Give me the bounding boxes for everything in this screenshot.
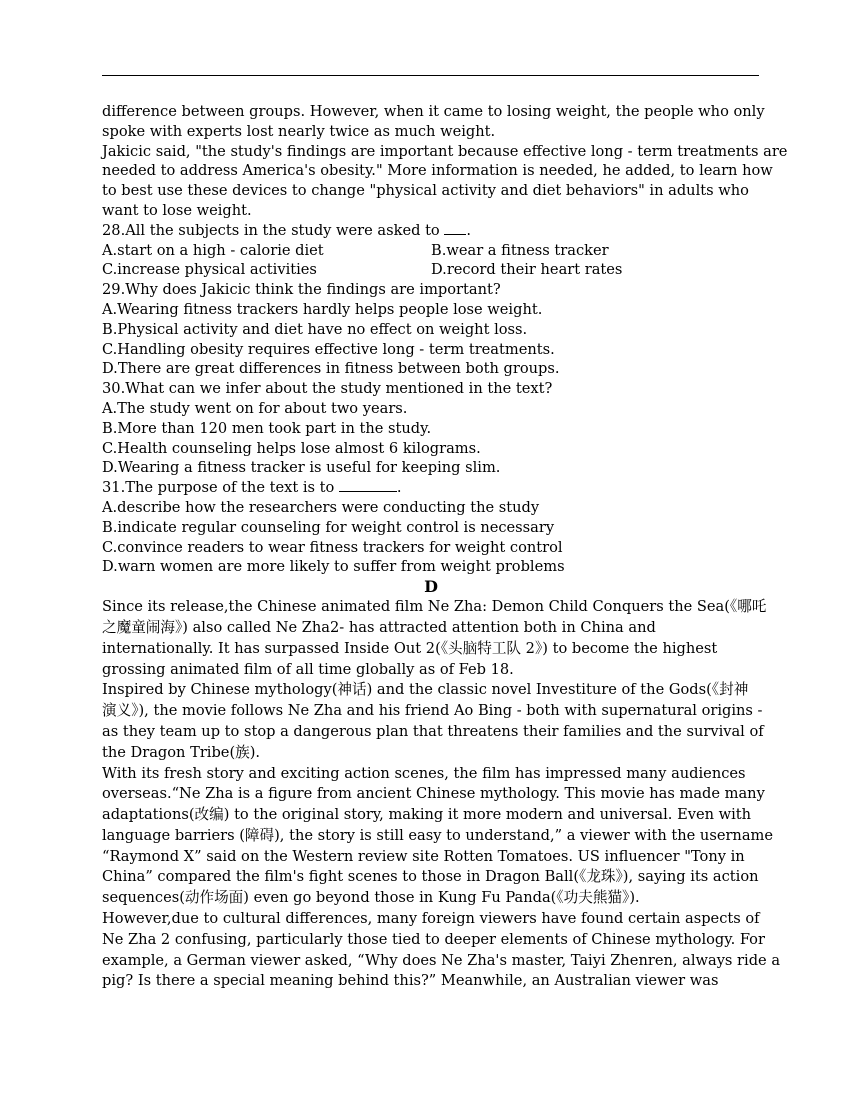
- question-stem: 31.The purpose of the text is to .: [102, 479, 402, 497]
- option-d: D.Wearing a fitness tracker is useful for keeping slim.: [102, 459, 501, 477]
- option-b: B.indicate regular counseling for weight control is necessary: [102, 518, 555, 536]
- paragraph-line: 演义》), the movie follows Ne Zha and his friend Ao Bing - both with supernatural origins -: [102, 702, 763, 720]
- paragraph-line: language barriers (障碍), the story is still easy to understand,” a viewer with the username: [102, 826, 774, 844]
- option-d: D.record their heart rates: [431, 261, 623, 279]
- option-c: C.Handling obesity requires effective long - term treatments.: [102, 340, 555, 358]
- option-b: B.More than 120 men took part in the study.: [102, 419, 432, 437]
- answer-blank: [444, 222, 466, 235]
- paragraph-line: example, a German viewer asked, “Why does Ne Zha's master, Taiyi Zhenren, always ride a: [102, 951, 781, 969]
- option-b: B.wear a fitness tracker: [431, 241, 609, 259]
- paragraph-line: want to lose weight.: [102, 201, 252, 219]
- paragraph-line: pig? Is there a special meaning behind this?” Meanwhile, an Australian viewer was: [102, 972, 719, 990]
- option-a: A.Wearing fitness trackers hardly helps people lose weight.: [102, 300, 543, 318]
- question-29: [102, 280, 760, 379]
- question-stem: 30.What can we infer about the study mentioned in the text?: [102, 380, 553, 398]
- option-row: [102, 241, 760, 261]
- paragraph-line: spoke with experts lost nearly twice as much weight.: [102, 122, 496, 140]
- paragraph-line: With its fresh story and exciting action scenes, the film has impressed many audiences: [102, 764, 746, 782]
- paragraph-line: China” compared the film's fight scenes to those in Dragon Ball(《龙珠》), saying its action: [102, 868, 759, 886]
- option-d: D.There are great differences in fitness between both groups.: [102, 360, 560, 378]
- paragraph-line: Ne Zha 2 confusing, particularly those tied to deeper elements of Chinese mythology. For: [102, 930, 765, 948]
- paragraph-line: difference between groups. However, when it came to losing weight, the people who only: [102, 103, 765, 120]
- paragraph-line: 之魔童闹海》) also called Ne Zha2- has attracted attention both in China and: [102, 618, 656, 636]
- option-c: C.increase physical activities: [102, 261, 317, 279]
- option-b: B.Physical activity and diet have no effect on weight loss.: [102, 320, 528, 338]
- passage-d: [102, 597, 781, 992]
- paragraph-line: needed to address America's obesity." More information is needed, he added, to learn how: [102, 162, 773, 180]
- paragraph-line: sequences(动作场面) even go beyond those in Kung Fu Panda(《功夫熊猫》).: [102, 889, 640, 907]
- paragraph-line: internationally. It has surpassed Inside Out 2(《头脑特工队 2》) to become the highest: [102, 639, 718, 657]
- option-c: C.convince readers to wear fitness trackers for weight control: [102, 538, 563, 556]
- header-rule: [102, 75, 759, 76]
- paragraph-line: However,due to cultural differences, many foreign viewers have found certain aspects of: [102, 910, 760, 928]
- answer-blank: [339, 479, 397, 492]
- question-30: [102, 379, 760, 478]
- paragraph-line: Since its release,the Chinese animated film Ne Zha: Demon Child Conquers the Sea(《哪吒: [102, 598, 767, 616]
- paragraph-line: overseas.“Ne Zha is a figure from ancient Chinese mythology. This movie has made many: [102, 785, 765, 803]
- paragraph-line: “Raymond X” said on the Western review site Rotten Tomatoes. US influencer "Tony in: [102, 847, 745, 865]
- question-28: [102, 221, 760, 280]
- option-a: A.start on a high - calorie diet: [102, 241, 324, 259]
- paragraph-line: to best use these devices to change "physical activity and diet behaviors" in adults who: [102, 182, 749, 200]
- option-d: D.warn women are more likely to suffer from weight problems: [102, 558, 565, 576]
- paragraph-line: the Dragon Tribe(族).: [102, 743, 261, 761]
- question-stem: 29.Why does Jakicic think the findings are important?: [102, 281, 501, 299]
- question-stem: 28.All the subjects in the study were asked to .: [102, 221, 472, 239]
- paragraph-line: Inspired by Chinese mythology(神话) and the classic novel Investiture of the Gods(《封神: [102, 681, 749, 699]
- passage-c-continued: [102, 102, 788, 221]
- section-heading: D: [424, 577, 438, 597]
- paragraph-line: grossing animated film of all time globally as of Feb 18.: [102, 660, 514, 678]
- option-a: A.The study went on for about two years.: [102, 399, 408, 417]
- document-body: [102, 102, 788, 992]
- paragraph-line: as they team up to stop a dangerous plan that threatens their families and the survival of: [102, 722, 764, 740]
- option-row: [102, 260, 760, 280]
- paragraph-line: Jakicic said, "the study's findings are important because effective long - term treatments are: [102, 142, 788, 160]
- paragraph-line: adaptations(改编) to the original story, making it more modern and universal. Even with: [102, 806, 752, 824]
- question-31: [102, 478, 760, 577]
- option-c: C.Health counseling helps lose almost 6 kilograms.: [102, 439, 481, 457]
- option-a: A.describe how the researchers were conducting the study: [102, 498, 540, 516]
